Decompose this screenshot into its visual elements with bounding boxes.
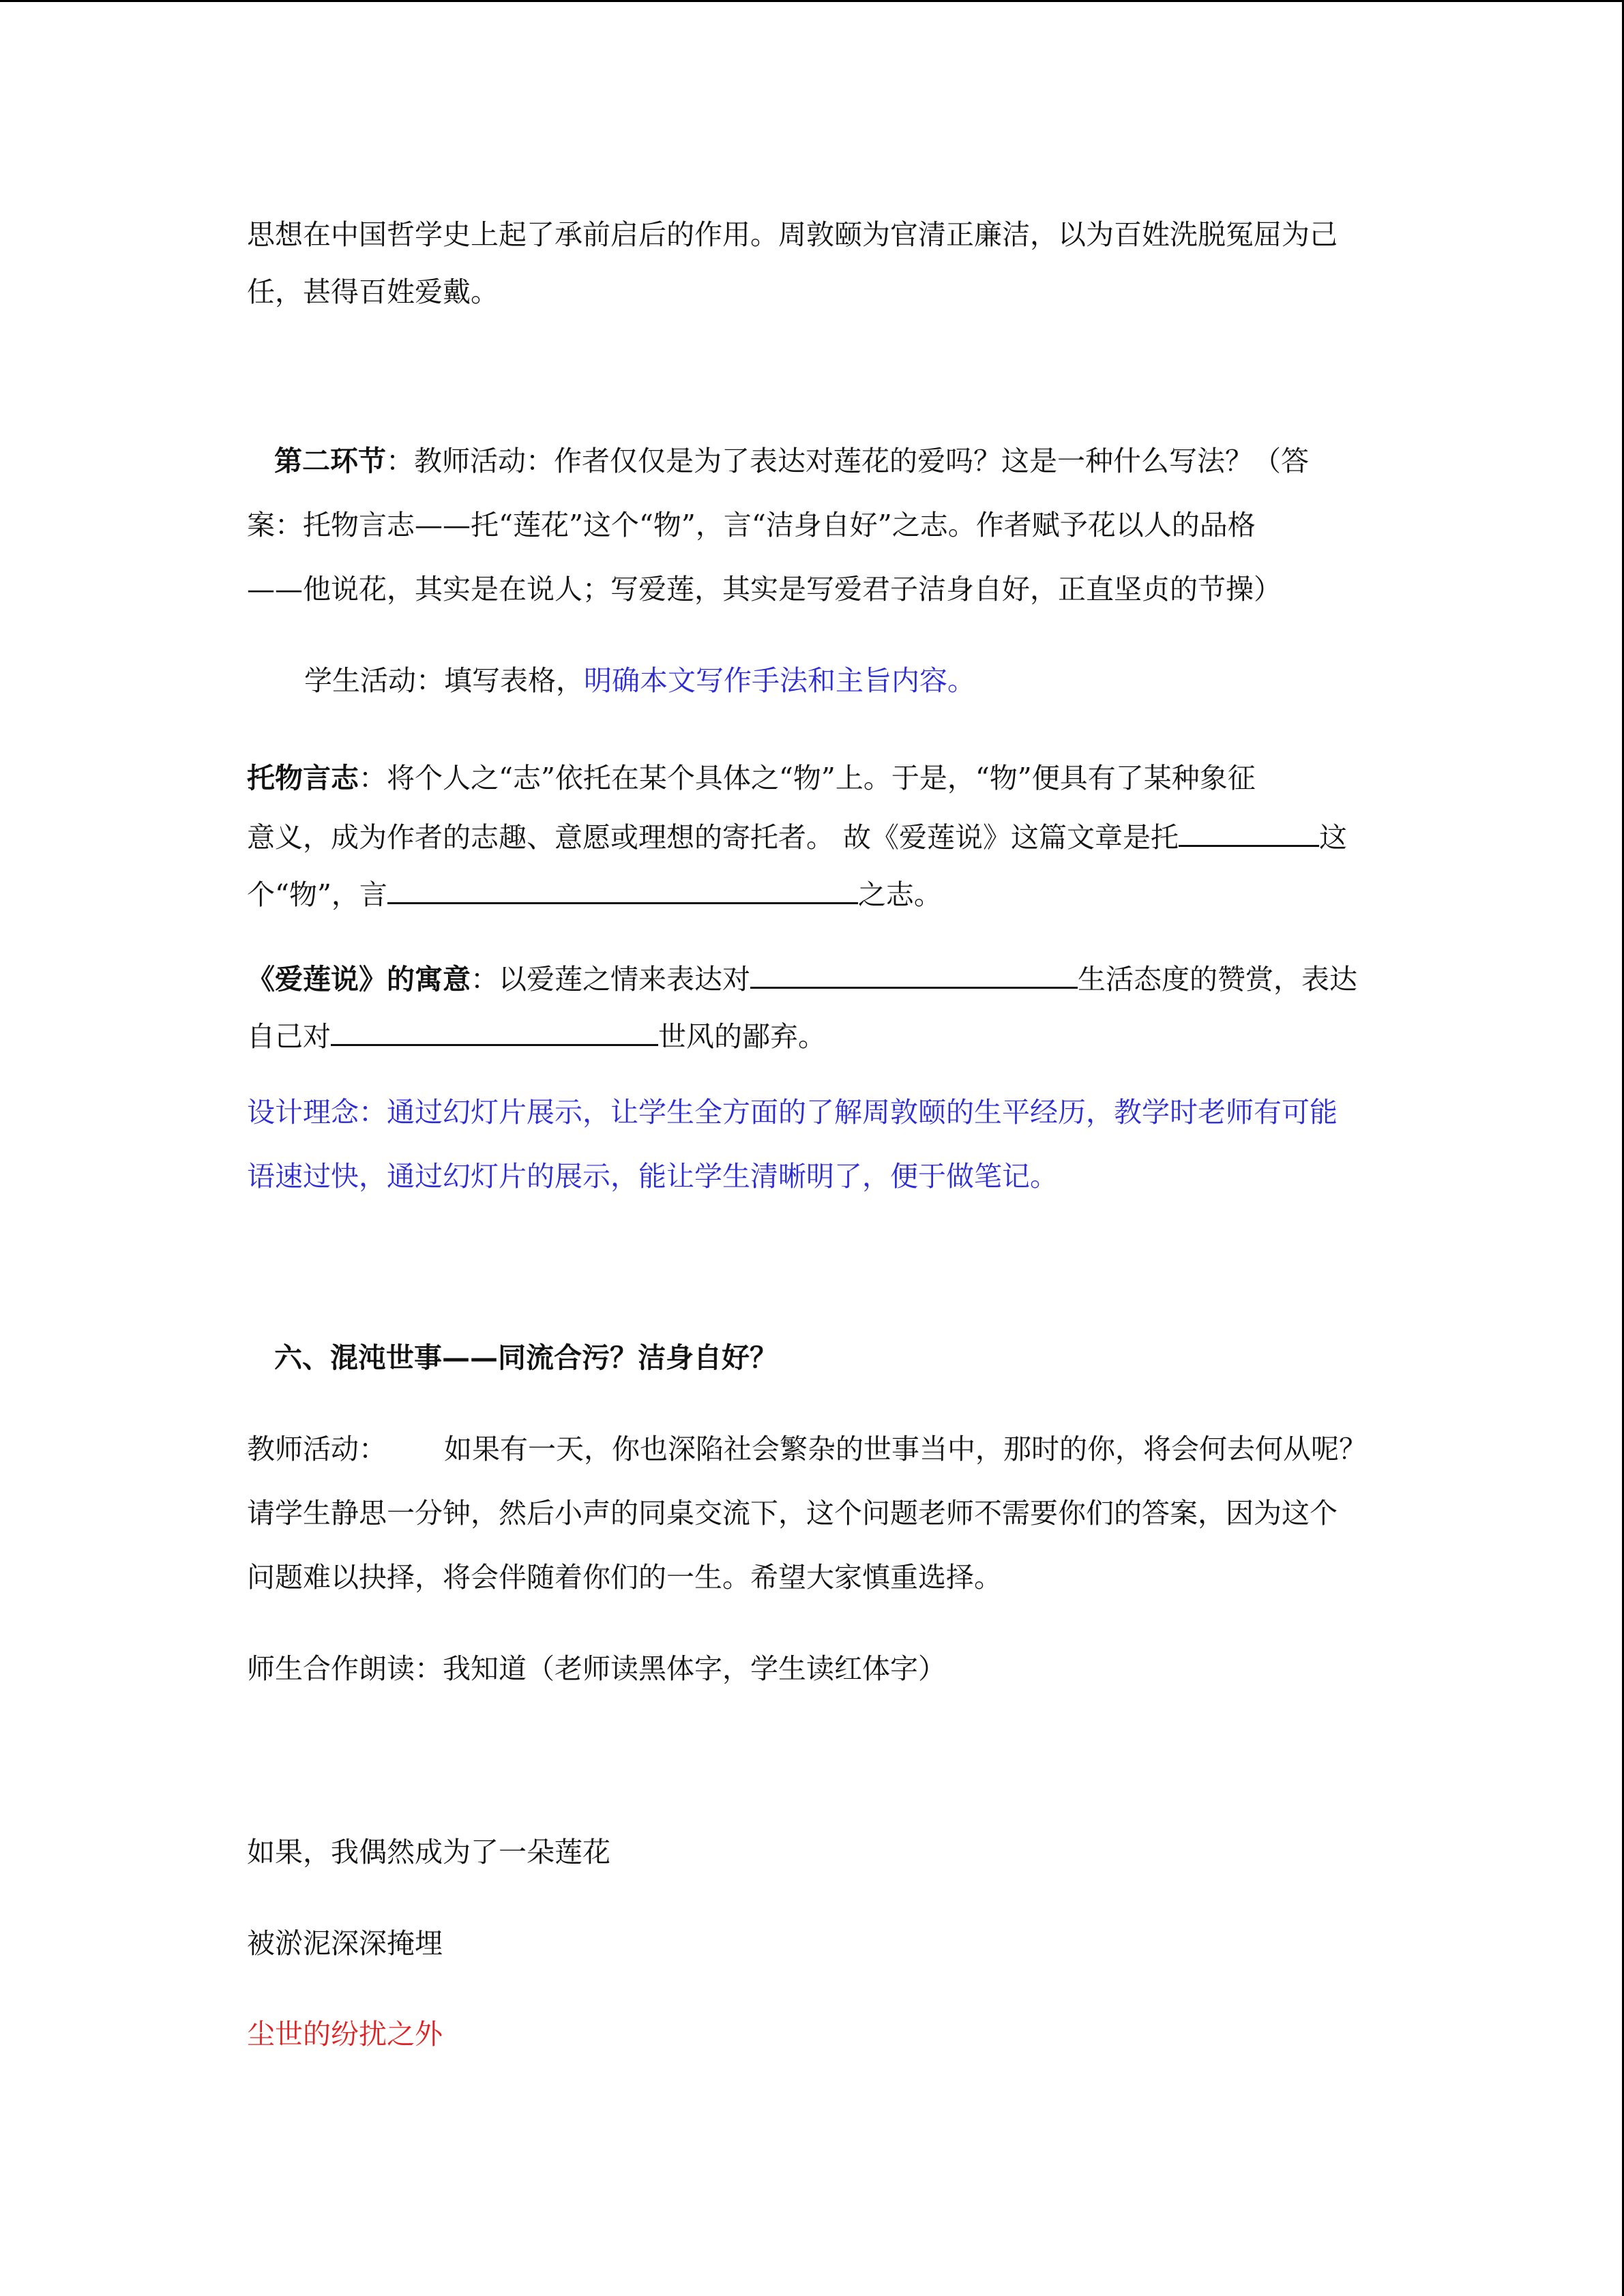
- section2-line-3: ——他说花，其实是在说人；写爱莲，其实是写爱君子洁身自好，正直坚贞的节操）: [247, 573, 1282, 606]
- yuyi-line-1-text: ：以爱莲之情来表达对: [471, 963, 750, 996]
- section6-line-2: 请学生静思一分钟，然后小声的同桌交流下，这个问题老师不需要你们的答案，因为这个: [247, 1497, 1338, 1530]
- section6-line-3: 问题难以抉择，将会伴随着你们的一生。希望大家慎重选择。: [247, 1561, 1002, 1594]
- poem-line-2: 被淤泥深深掩埋: [247, 1927, 443, 1960]
- student-activity-goal: 明确本文写作手法和主旨内容。: [584, 664, 975, 697]
- yuyi-line-1-end: 生活态度的赞赏，表达: [1078, 963, 1357, 996]
- section2-line-2: 案：托物言志——托“莲花”这个“物”，言“洁身自好”之志。作者赋予花以人的品格: [247, 509, 1256, 541]
- intro-line-1: 思想在中国哲学史上起了承前启后的作用。周敦颐为官清正廉洁，以为百姓洗脱冤屈为己: [247, 218, 1338, 251]
- design-line-2: 语速过快，通过幻灯片的展示，能让学生清晰明了，便于做笔记。: [247, 1160, 1058, 1193]
- page-top-border: [0, 0, 1624, 2]
- tuowu-line-3-end: 之志。: [857, 878, 942, 911]
- tuowu-line-1-text: ：将个人之“志”依托在某个具体之“物”上。于是，“物”便具有了某种象征: [359, 762, 1256, 794]
- tuowu-line-1: [247, 760, 1256, 796]
- yuyi-line-2: [247, 1017, 826, 1054]
- tuowu-line-2: [247, 818, 1347, 855]
- yuyi-line-1: [247, 959, 1357, 997]
- design-line-1: 设计理念：通过幻灯片展示，让学生全方面的了解周敦颐的生平经历，教学时老师有可能: [247, 1096, 1338, 1129]
- intro-line-2: 任，甚得百姓爱戴。: [247, 275, 499, 308]
- joint-reading: 师生合作朗读：我知道（老师读黑体字，学生读红体字）: [247, 1652, 946, 1685]
- fill-blank-attitude[interactable]: [750, 959, 1078, 989]
- section6-heading: 六、混沌世事——同流合污？洁身自好？: [274, 1341, 778, 1374]
- student-activity-label: 学生活动：填写表格，: [304, 664, 584, 697]
- fill-blank-aspiration[interactable]: [387, 875, 858, 904]
- tuowu-line-3: [247, 875, 942, 912]
- tuowu-term: 托物言志: [247, 762, 359, 794]
- teacher-activity-label: 教师活动：: [247, 1433, 387, 1465]
- section2-heading: 第二环节: [274, 445, 386, 477]
- poem-line-3: 尘世的纷扰之外: [247, 2018, 443, 2051]
- tuowu-line-3-text: 个“物”，言: [247, 878, 387, 911]
- student-activity: [304, 663, 975, 698]
- tuowu-line-2-end: 这: [1319, 821, 1348, 854]
- section2-line-1-text: ：教师活动：作者仅仅是为了表达对莲花的爱吗？这是一种什么写法？（答: [386, 445, 1309, 477]
- yuyi-line-2-text: 自己对: [247, 1020, 331, 1053]
- section2-line-1: [274, 443, 1309, 479]
- fill-blank-customs[interactable]: [331, 1017, 658, 1046]
- yuyi-line-2-end: 世风的鄙弃。: [658, 1020, 826, 1053]
- tuowu-line-2-text: 意义，成为作者的志趣、意愿或理想的寄托者。 故《爱莲说》这篇文章是托: [247, 821, 1179, 854]
- yuyi-term: 《爱莲说》的寓意: [247, 963, 471, 996]
- poem-line-1: 如果，我偶然成为了一朵莲花: [247, 1836, 610, 1868]
- teacher-activity-text: 如果有一天，你也深陷社会繁杂的世事当中，那时的你，将会何去何从呢？: [444, 1433, 1367, 1465]
- section6-line-1: [247, 1431, 1367, 1467]
- fill-blank-object[interactable]: [1179, 818, 1319, 847]
